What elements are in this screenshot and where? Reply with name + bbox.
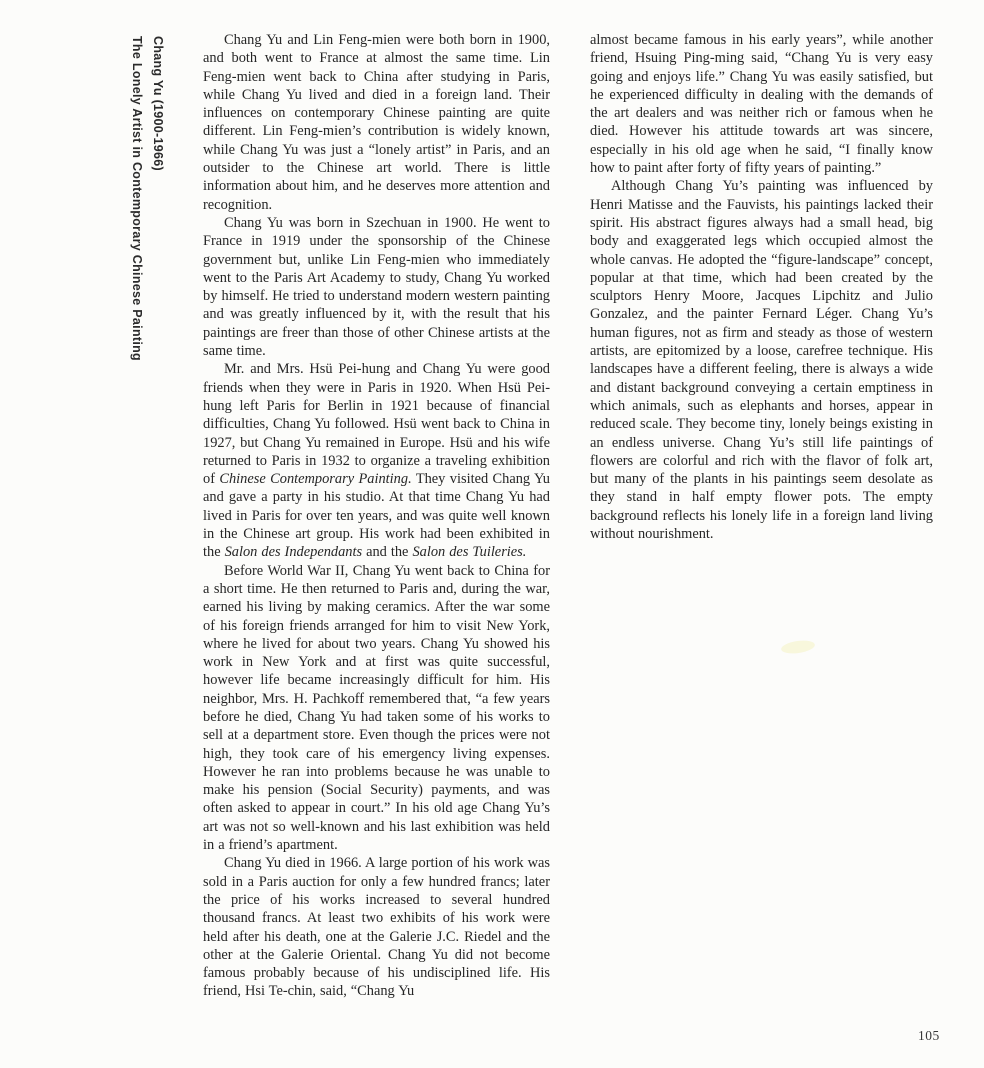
chapter-title-vertical [126, 36, 168, 381]
text-run: Chang Yu died in 1966. A large portion of his work was sold in a Paris auction for only a few hundred francs; later the price of his works increased to several hundred thousand francs. At least two exhibits of his work were held after his death, one at the Galerie J.C. Riedel and the other at the Galerie Oriental. Chang Yu did not become famous probably because of his undisciplined life. His friend, Hsi Te-chin, said, “Chang Yu [203, 855, 550, 1000]
paragraph [203, 854, 550, 1000]
left-text-column [203, 31, 550, 1001]
italic-text-run: Salon des Tuileries. [412, 544, 527, 561]
paragraph [203, 562, 550, 855]
paragraph [203, 31, 550, 214]
text-run: Before World War II, Chang Yu went back to China for a short time. He then returned to Paris and, during the war, earned his living by making ceramics. After the war some of his foreign friends arranged for him to visit New York, where he lived for about two years. Chang Yu showed his work in New York and at first was quite successful, however life became increasingly difficult for him. His neighbor, Mrs. H. Pachkoff remembered that, “a few years before he died, Chang Yu had taken some of his works to sell at a department store. Even though the prices were not high, they took care of his emergency living expenses. However he ran into problems because he was unable to make his pension (Social Security) payments, and was often asked to appear in court.” In his old age Chang Yu’s art was not so well-known and his last exhibition was held in a friend’s apartment. [203, 562, 550, 854]
text-run: Although Chang Yu’s painting was influenced by Henri Matisse and the Fauvists, his paintings lacked their spirit. His abstract figures always had a small head, big body and exaggerated legs which occupied almost the whole canvas. He adopted the “figure-landscape” concept, popular at that time, which had been created by the sculptors Henry Moore, Jacques Lipchitz and Julio Gonzalez, and the painter Fernard Léger. Chang Yu’s human figures, not as firm and steady as those of western artists, are epitomized by a loose, carefree technique. His landscapes have a different feeling, there is always a wide and distant background conveying a certain emptiness in which animals, such as elephants and horses, appear in reduced scale. They become tiny, lonely beings existing in an endless universe. Chang Yu’s still life paintings of flowers are colorful and rich with the flavor of folk art, but many of the plants in his paintings seem desolate as they stand in half empty flower pots. The empty background reflects his lonely life in a foreign land living without nourishment. [590, 178, 933, 543]
paragraph [590, 31, 933, 177]
paragraph [203, 214, 550, 360]
paragraph [590, 177, 933, 543]
chapter-title-line2: The Lonely Artist in Contemporary Chinese Painting [130, 36, 144, 361]
page-number: 105 [918, 1028, 940, 1043]
italic-text-run: Chinese Contemporary Painting. [219, 471, 412, 488]
italic-text-run: Salon des Independants [224, 544, 363, 561]
text-run: Chang Yu was born in Szechuan in 1900. He went to France in 1919 under the sponsorship of the Chinese government but, unlike Lin Feng-mien who immediately went to the Paris Art Academy to study, Chang Yu worked by himself. He tried to understand modern western painting and was greatly influenced by it, with the result that his paintings are freer than those of other Chinese artists at the same time. [203, 214, 550, 360]
text-run: They visited Chang Yu and gave a party in his studio. At that time Chang Yu had lived in Paris for over ten years, and was quite well known in the Chinese art group. His work had been exhibited in the [203, 471, 550, 561]
paragraph [203, 360, 550, 561]
text-run: and the [362, 544, 413, 561]
right-text-column [590, 31, 933, 543]
chapter-title-line1: Chang Yu (1900-1966) [151, 36, 165, 171]
text-run: Mr. and Mrs. Hsü Pei-hung and Chang Yu were good friends when they were in Paris in 1920. When Hsü Pei-hung left Paris for Berlin in 1921 because of financial difficulties, Chang Yu followed. Hsü went back to China in 1927, but Chang Yu remained in Europe. Hsü and his wife returned to Paris in 1932 to organize a traveling exhibition of [203, 361, 550, 488]
text-run: Chang Yu and Lin Feng-mien were both born in 1900, and both went to France at almost the same time. Lin Feng-mien went back to China after studying in Paris, while Chang Yu lived and died in a foreign land. Their influences on contemporary Chinese painting are quite different. Lin Feng-mien’s contribution is widely known, while Chang Yu was just a “lonely artist” in Paris, and an outsider to the Chinese art world. There is little information about him, and he deserves more attention and recognition. [203, 32, 550, 213]
text-run: almost became famous in his early years”, while another friend, Hsuing Ping-ming said, “Chang Yu is very easy going and enjoys life.” Chang Yu was easily satisfied, but he experienced difficulty in dealing with the demands of the art dealers and was neither rich or famous when he died. However his attitude towards art was sincere, especially in his old age when he said, “I finally know how to paint after forty of fifty years of painting.” [590, 32, 933, 177]
scan-smudge-artifact [780, 639, 815, 656]
